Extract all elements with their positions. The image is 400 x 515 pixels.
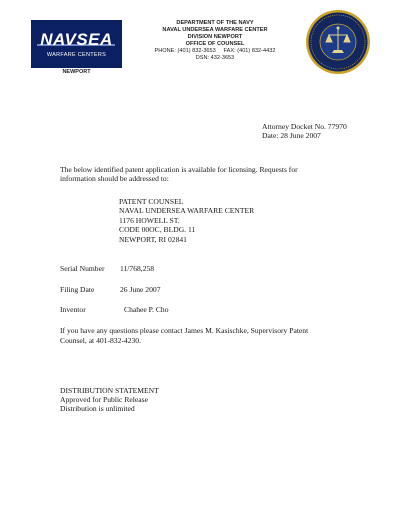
navy-seal-icon <box>305 9 371 75</box>
inventor-value: Chahee P. Cho <box>124 305 169 314</box>
address-line: NAVAL UNDERSEA WARFARE CENTER <box>119 206 255 216</box>
header-office: OFFICE OF COUNSEL <box>185 41 245 47</box>
distribution-title: DISTRIBUTION STATEMENT <box>60 386 159 395</box>
header-center: NAVAL UNDERSEA WARFARE CENTER <box>162 27 268 33</box>
serial-number-value: 11/768,258 <box>120 264 155 273</box>
docket-number: Attorney Docket No. 77970 <box>262 122 347 131</box>
address-block <box>119 197 254 244</box>
header-department: DEPARTMENT OF THE NAVY <box>176 20 254 26</box>
logo-subtitle: WARFARE CENTERS <box>46 52 107 58</box>
logo-wordmark: NAVSEA <box>40 30 113 49</box>
address-line: PATENT COUNSEL <box>119 197 184 206</box>
filing-date-label: Filing Date <box>60 285 95 294</box>
header-dsn: DSN: 432-3653 <box>195 55 235 61</box>
docket-date: Date: 28 June 2007 <box>262 131 321 140</box>
address-line: 1176 HOWELL ST. <box>119 215 180 225</box>
intro-line-2: information should be addressed to: <box>60 174 169 183</box>
address-line: NEWPORT, RI 02841 <box>119 234 187 244</box>
navsea-logo <box>31 20 122 68</box>
intro-line-1: The below identified patent application is available for licensing. Requests for <box>60 165 298 174</box>
serial-number-label: Serial Number <box>60 264 105 273</box>
distribution-limit: Distribution is unlimited <box>60 404 135 413</box>
questions-line-2: Counsel, at 401-832-4230. <box>60 336 141 345</box>
header-phone-fax: PHONE: (401) 832-3653 FAX: (401) 832-4432 <box>154 48 276 54</box>
inventor-label: Inventor <box>60 305 86 314</box>
logo-place: NEWPORT <box>62 69 91 75</box>
header-division: DIVISION NEWPORT <box>187 34 243 40</box>
filing-date-value: 26 June 2007 <box>120 285 161 294</box>
address-line: CODE 00OC, BLDG. 11 <box>119 225 196 235</box>
questions-line-1: If you have any questions please contact James M. Kasischke, Supervisory Patent <box>60 326 309 335</box>
distribution-approval: Approved for Public Release <box>60 395 148 404</box>
